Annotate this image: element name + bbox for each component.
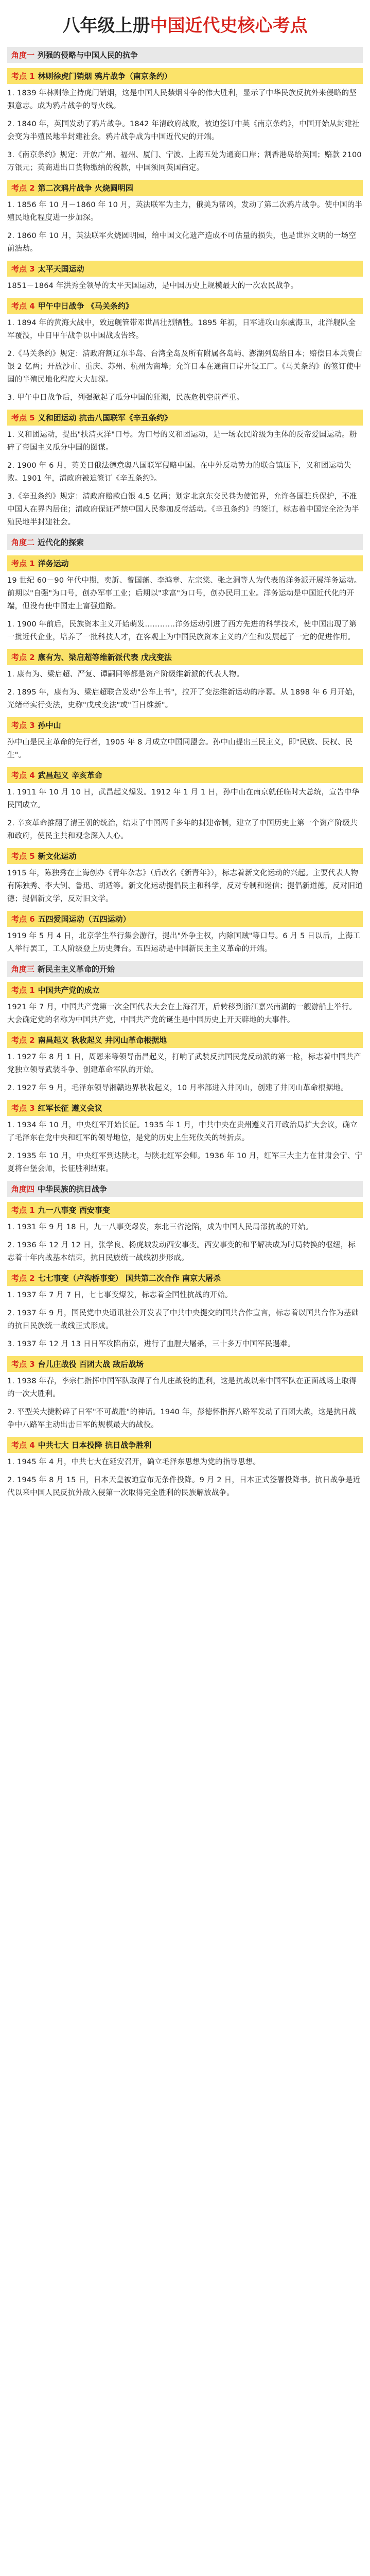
topic-header (7, 1356, 363, 1372)
topic-number: 考点 3 (11, 1104, 35, 1113)
topic-paragraph: 1. 1934 年 10 月，中央红军开始长征。1935 年 1 月，中共中央在贵州遵义召开政治局扩大会议，确立了毛泽东在党中央和红军的领导地位，是党的历史上生死攸关的转折点。 (7, 1121, 358, 1142)
topic-paragraph: 19 世纪 60－90 年代中期，奕訢、曾国藩、李鸿章、左宗棠、张之洞等人为代表的洋务派开展洋务运动。前期以"自强"为口号，创办军事工业；后期以"求富"为口号，创办民用工业。洋务运动是中国近代化的开端，但没有使中国走上富强道路。 (7, 577, 362, 611)
topic-title: 康有为、梁启超等维新派代表 戊戌变法 (38, 653, 172, 662)
section-title: 列强的侵略与中国人民的抗争 (38, 50, 138, 60)
section-title: 中华民族的抗日战争 (38, 1184, 108, 1194)
topic-paragraph: 1915 年，陈独秀在上海创办《青年杂志》（后改名《新青年》），标志着新文化运动的兴起。主要代表人物有陈独秀、李大钊、鲁迅、胡适等。新文化运动提倡民主和科学，反对专制和迷信；提倡新道德，反对旧道德；提倡新文学，反对旧文学。 (7, 869, 363, 903)
topic-header (7, 1202, 363, 1218)
topic-title: 甲午中日战争 《马关条约》 (38, 301, 133, 311)
topic-paragraph: 1919 年 5 月 4 日，北京学生举行集会游行，提出"外争主权，内除国贼"等口号。6 月 5 日以后，上海工人举行罢工，工人阶级登上历史舞台。五四运动是中国新民主主义革命的开端。 (7, 932, 361, 953)
topic-number: 考点 5 (11, 413, 35, 422)
topic-paragraph: 2. 1840 年，英国发动了鸦片战争。1842 年清政府战败，被迫签订中英《南京条约》，中国开始从封建社会变为半殖民地半封建社会。鸦片战争成为中国近代史的开端。 (7, 120, 360, 141)
topic-title: 武昌起义 辛亥革命 (38, 771, 102, 780)
topic-paragraph: 1. 1945 年 4 月，中共七大在延安召开，确立毛泽东思想为党的指导思想。 (7, 1458, 261, 1466)
topic-header (7, 298, 363, 314)
topic-number: 考点 4 (11, 1440, 35, 1450)
topic-number: 考点 4 (11, 771, 35, 780)
topic-paragraph: 1. 1856 年 10 月－1860 年 10 月，英法联军为主力，俄美为帮凶，发动了第二次鸦片战争。使中国的半殖民地化程度进一步加深。 (7, 201, 363, 222)
topic-number: 考点 2 (11, 1036, 35, 1045)
topic-paragraph: 2.《马关条约》规定：清政府割辽东半岛、台湾全岛及所有附属各岛屿、澎湖列岛给日本；赔偿日本兵费白银 2 亿两；开放沙市、重庆、苏州、杭州为商埠；允许日本在通商口岸开设工厂。《马关条约》的签订使中国的半殖民地化程度大大加深。 (7, 350, 363, 384)
topic-title: 孙中山 (38, 721, 61, 730)
topic-paragraph: 2. 1937 年 9 月，国民党中央通讯社公开发表了中共中央提交的国共合作宣言，标志着以国共合作为基础的抗日民族统一战线正式形成。 (7, 1309, 359, 1330)
topic-number: 考点 3 (11, 264, 35, 274)
topic-paragraph: 2. 1900 年 6 月，英美日俄法德意奥八国联军侵略中国。在中外反动势力的联合镇压下，义和团运动失败。1901 年，清政府被迫签订《辛丑条约》。 (7, 462, 351, 483)
topic-paragraph: 2. 1935 年 10 月，中央红军到达陕北，与陕北红军会师。1936 年 10 月，红军三大主力在甘肃会宁、宁夏将台堡会师，长征胜利结束。 (7, 1152, 363, 1173)
topic-number: 考点 3 (11, 721, 35, 730)
topic-number: 考点 5 (11, 852, 35, 861)
topic-paragraph: 3. 甲午中日战争后，列强掀起了瓜分中国的狂潮，民族危机空前严重。 (7, 394, 244, 402)
topic-paragraph: 1. 1927 年 8 月 1 日，周恩来等领导南昌起义，打响了武装反抗国民党反动派的第一枪，标志着中国共产党独立领导武装斗争、创建革命军队的开始。 (7, 1053, 361, 1074)
topic-paragraph: 1. 康有为、梁启超、严复、谭嗣同等都是资产阶级维新派的代表人物。 (7, 670, 244, 679)
section-header (7, 534, 363, 550)
topic-paragraph: 1. 1911 年 10 月 10 日，武昌起义爆发。1912 年 1 月 1 日，孙中山在南京就任临时大总统，宣告中华民国成立。 (7, 788, 360, 809)
topic-header (7, 1100, 363, 1116)
topic-header (7, 848, 363, 864)
topic-paragraph: 1. 1938 年春，李宗仁指挥中国军队取得了台儿庄战役的胜利，这是抗战以来中国军队在正面战场上取得的一次大胜利。 (7, 1377, 357, 1398)
topic-paragraph: 1. 1894 年的黄海大战中，致远舰管带邓世昌壮烈牺牲。1895 年初，日军进攻山东威海卫，北洋舰队全军覆没，中日甲午战争以中国战败告终。 (7, 319, 356, 340)
topic-paragraph: 2. 平型关大捷粉碎了日军"不可战胜"的神话。1940 年，彭德怀指挥八路军发动了百团大战，这是抗日战争中八路军主动出击日军的规模最大的战役。 (7, 1408, 356, 1429)
topic-header (7, 261, 363, 277)
topic-paragraph: 2. 辛亥革命推翻了清王朝的统治，结束了中国两千多年的封建帝制，建立了中国历史上第一个资产阶级共和政府，使民主共和观念深入人心。 (7, 819, 358, 840)
section-number: 角度一 (11, 50, 35, 60)
topic-title: 洋务运动 (38, 559, 69, 568)
section-number: 角度四 (11, 1184, 35, 1194)
topic-title: 中国共产党的成立 (38, 986, 100, 995)
topic-title: 南昌起义 秋收起义 井冈山革命根据地 (38, 1036, 167, 1045)
page-title (7, 0, 363, 44)
topic-title: 太平天国运动 (38, 264, 84, 274)
topic-title: 中共七大 日本投降 抗日战争胜利 (38, 1440, 152, 1450)
topic-header (7, 911, 363, 927)
title-grade: 八年级上册 (62, 15, 150, 36)
topic-header (7, 717, 363, 733)
topic-title: 义和团运动 抗击八国联军《辛丑条约》 (38, 413, 172, 422)
topic-paragraph: 3.《辛丑条约》规定：清政府赔款白银 4.5 亿两；划定北京东交民巷为使馆界，允许各国驻兵保护，不准中国人在界内居住；清政府保证严禁中国人民参加反帝活动。《辛丑条约》的签订，标志着中国完全沦为半殖民地半封建社会。 (7, 493, 359, 527)
topic-paragraph: 1. 1900 年前后，民族资本主义开始萌发…………洋务运动引进了西方先进的科学技术，使中国出现了第一批近代企业，培养了一批科技人才，在客观上为中国民族资本主义的产生和发展起了一定的促进作用。 (7, 620, 357, 641)
topic-paragraph: 1. 1839 年林则徐主持虎门销烟，这是中国人民禁烟斗争的伟大胜利，显示了中华民族反抗外来侵略的坚强意志。成为鸦片战争的导火线。 (7, 89, 357, 110)
topic-paragraph: 1921 年 7 月，中国共产党第一次全国代表大会在上海召开，后转移到浙江嘉兴南湖的一艘游船上举行。大会确定党的名称为中国共产党，中国共产党的诞生是中国历史上开天辟地的大事件。 (7, 1003, 357, 1024)
section-header (7, 961, 363, 977)
topic-header (7, 1270, 363, 1286)
topic-paragraph: 2. 1945 年 8 月 15 日，日本天皇被迫宣布无条件投降。9 月 2 日，日本正式签署投降书。抗日战争是近代以来中国人民反抗外敌入侵第一次取得完全胜利的民族解放战争。 (7, 1476, 361, 1497)
topic-paragraph: 3.《南京条约》规定：开放广州、福州、厦门、宁波、上海五处为通商口岸；割香港岛给英国；赔款 2100 万银元；英商进出口货物缴纳的税款，中国须同英国商定。 (7, 151, 362, 172)
topic-paragraph: 1. 1931 年 9 月 18 日，九一八事变爆发，东北三省沦陷，成为中国人民局部抗战的开始。 (7, 1223, 313, 1231)
topic-title: 九一八事变 西安事变 (38, 1206, 110, 1215)
topic-paragraph: 2. 1895 年，康有为、梁启超联合发动"公车上书"，拉开了变法维新运动的序幕。从 1898 年 6 月开始，光绪帝实行变法，史称"戊戌变法"或"百日维新"。 (7, 688, 360, 709)
topic-number: 考点 2 (11, 653, 35, 662)
topic-header (7, 410, 363, 426)
section-title: 近代化的探索 (38, 538, 84, 547)
topic-paragraph: 2. 1860 年 10 月，英法联军火烧圆明园，给中国文化遗产造成不可估量的损失，也是世界文明的一场空前浩劫。 (7, 232, 357, 253)
topic-paragraph: 2. 1927 年 9 月，毛泽东领导湘赣边界秋收起义，10 月率部进入井冈山，创建了井冈山革命根据地。 (7, 1084, 348, 1092)
topic-number: 考点 2 (11, 1274, 35, 1283)
topic-paragraph: 3. 1937 年 12 月 13 日日军攻陷南京，进行了血腥大屠杀，三十多万中国军民遇难。 (7, 1340, 295, 1348)
section-number: 角度三 (11, 964, 35, 974)
topic-header (7, 649, 363, 665)
topic-paragraph: 1851－1864 年洪秀全领导的太平天国运动，是中国历史上规模最大的一次农民战争。 (7, 282, 298, 290)
topic-paragraph: 1. 1937 年 7 月 7 日，七七事变爆发，标志着全国性抗战的开始。 (7, 1291, 233, 1299)
topic-title: 新文化运动 (38, 852, 77, 861)
section-number: 角度二 (11, 538, 35, 547)
topic-header (7, 767, 363, 783)
topic-title: 七七事变（卢沟桥事变） 国共第二次合作 南京大屠杀 (38, 1274, 221, 1283)
topic-number: 考点 1 (11, 1206, 35, 1215)
content-body (7, 47, 363, 1500)
topic-title: 红军长征 遵义会议 (38, 1104, 102, 1113)
topic-number: 考点 1 (11, 986, 35, 995)
topic-header (7, 982, 363, 998)
topic-number: 考点 3 (11, 1360, 35, 1369)
section-title: 新民主主义革命的开始 (38, 964, 115, 974)
topic-number: 考点 6 (11, 914, 35, 924)
topic-header (7, 1437, 363, 1453)
topic-header (7, 1032, 363, 1048)
title-subject: 中国近代史核心考点 (150, 15, 308, 36)
section-header (7, 47, 363, 63)
topic-number: 考点 4 (11, 301, 35, 311)
topic-header (7, 180, 363, 196)
topic-paragraph: 2. 1936 年 12 月 12 日，张学良、杨虎城发动西安事变。西安事变的和平解决成为时局转换的枢纽，标志着十年内战基本结束，抗日民族统一战线初步形成。 (7, 1241, 356, 1262)
topic-title: 第二次鸦片战争 火烧圆明园 (38, 183, 133, 193)
topic-number: 考点 1 (11, 72, 35, 81)
topic-paragraph: 1. 义和团运动，提出"扶清灭洋"口号。为口号的义和团运动，是一场农民阶级为主体的反帝爱国运动。粉碎了帝国主义瓜分中国的图谋。 (7, 431, 357, 452)
topic-number: 考点 2 (11, 183, 35, 193)
topic-header (7, 555, 363, 571)
topic-title: 台儿庄战役 百团大战 敌后战场 (38, 1360, 144, 1369)
section-header (7, 1181, 363, 1197)
topic-header (7, 68, 363, 84)
topic-title: 五四爱国运动（五四运动） (38, 914, 131, 924)
topic-title: 林则徐虎门销烟 鸦片战争（南京条约） (38, 72, 172, 81)
topic-number: 考点 1 (11, 559, 35, 568)
topic-paragraph: 孙中山是民主革命的先行者，1905 年 8 月成立中国同盟会。孙中山提出三民主义，即"民族、民权、民生"。 (7, 738, 353, 759)
